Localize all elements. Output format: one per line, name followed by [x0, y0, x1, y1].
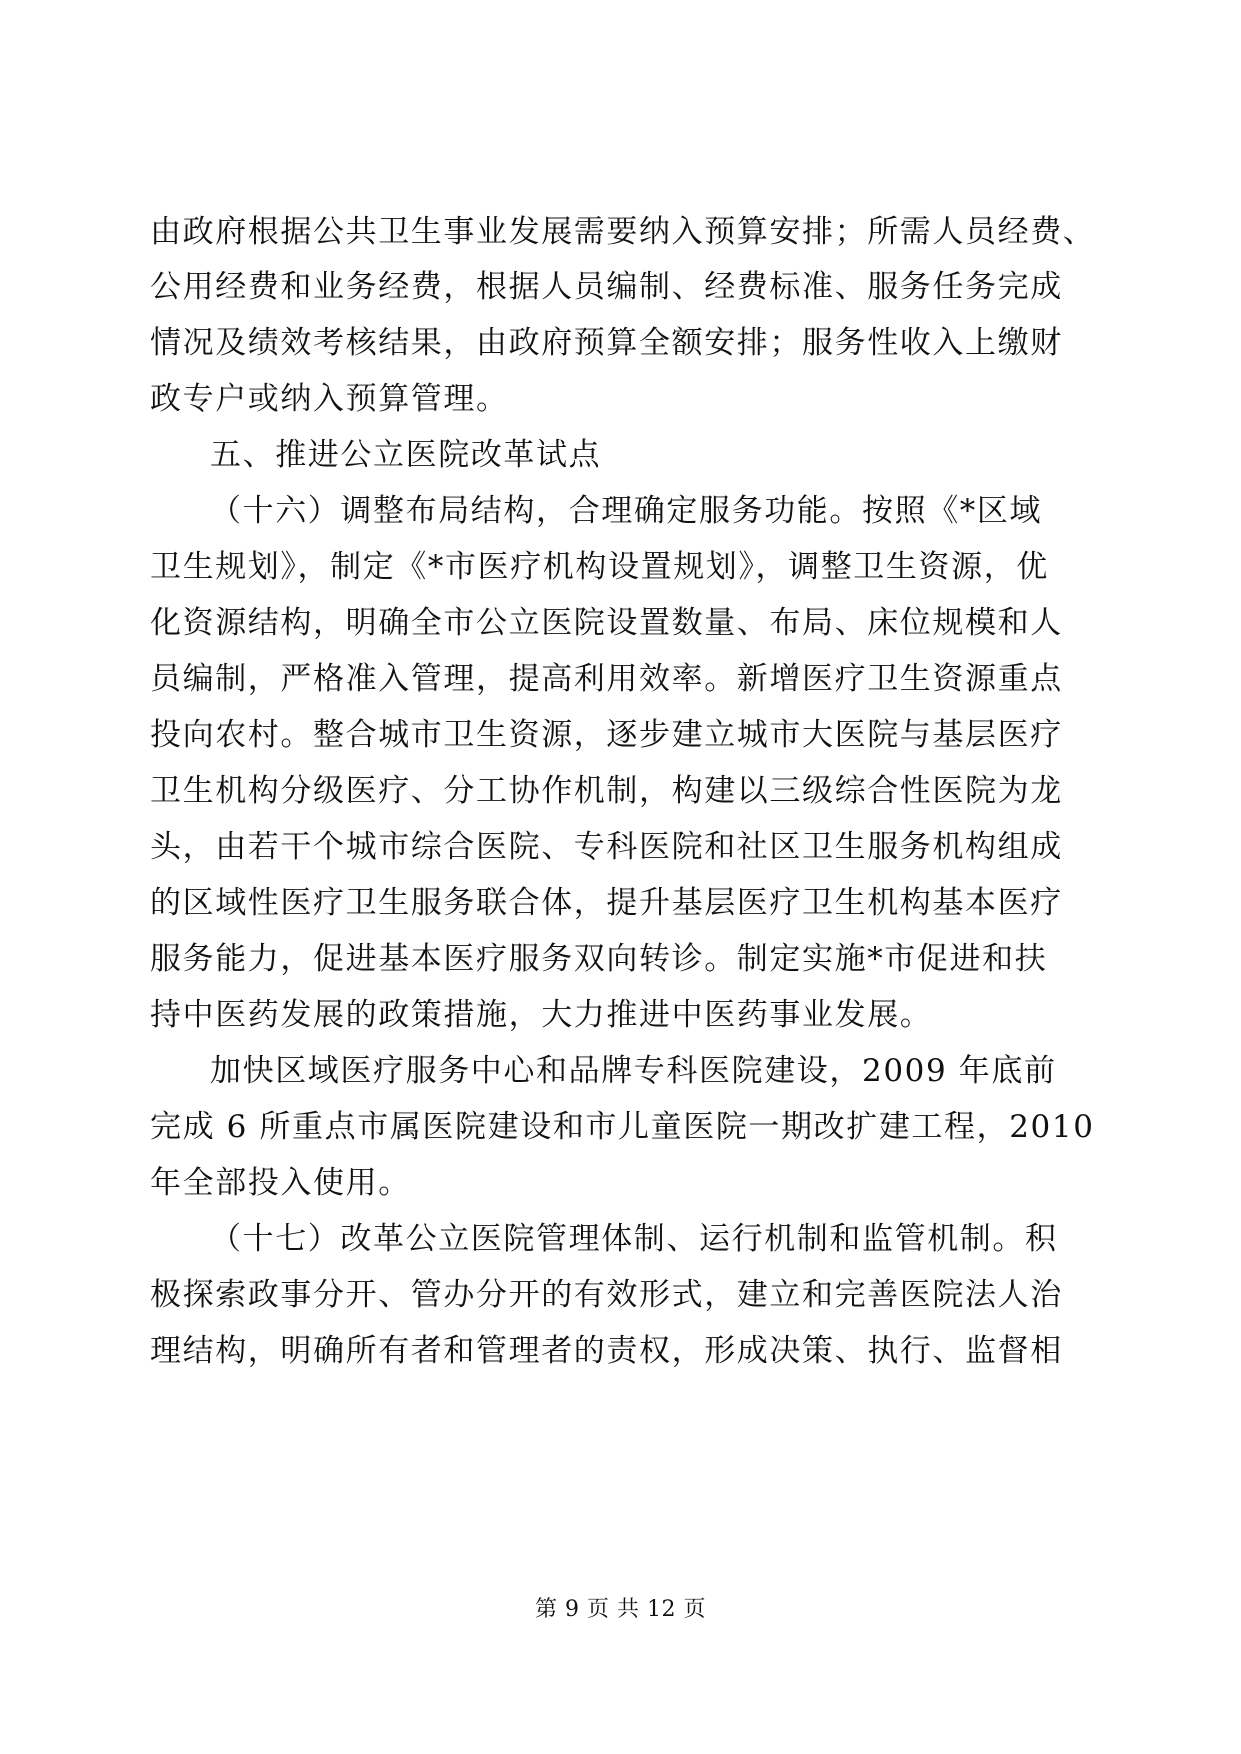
body-line: 年全部投入使用。 — [150, 1165, 411, 1201]
body-line: 服务能力，促进基本医疗服务双向转诊。制定实施*市促进和扶 — [150, 941, 1048, 977]
body-line: 理结构，明确所有者和管理者的责权，形成决策、执行、监督相 — [150, 1333, 1063, 1369]
body-line: 卫生机构分级医疗、分工协作机制，构建以三级综合性医院为龙 — [150, 773, 1063, 809]
body-line: 的区域性医疗卫生服务联合体，提升基层医疗卫生机构基本医疗 — [150, 885, 1063, 921]
body-line: （十七）改革公立医院管理体制、运行机制和监管机制。积 — [210, 1221, 1058, 1257]
body-line: 化资源结构，明确全市公立医院设置数量、布局、床位规模和人 — [150, 605, 1063, 641]
body-line: 加快区域医疗服务中心和品牌专科医院建设，2009 年底前 — [210, 1053, 1057, 1089]
body-line: 头，由若干个城市综合医院、专科医院和社区卫生服务机构组成 — [150, 829, 1063, 865]
body-line: 情况及绩效考核结果，由政府预算全额安排；服务性收入上缴财 — [150, 325, 1063, 361]
body-line: 卫生规划》，制定《*市医疗机构设置规划》，调整卫生资源，优 — [150, 549, 1049, 585]
body-line: 投向农村。整合城市卫生资源，逐步建立城市大医院与基层医疗 — [150, 717, 1063, 753]
page-footer: 第 9 页 共 12 页 — [535, 1597, 706, 1622]
body-line: 持中医药发展的政策措施，大力推进中医药事业发展。 — [150, 997, 933, 1033]
body-line: 由政府根据公共卫生事业发展需要纳入预算安排；所需人员经费、 — [150, 214, 1096, 250]
body-line: 公用经费和业务经费，根据人员编制、经费标准、服务任务完成 — [150, 269, 1063, 305]
body-line: 完成 6 所重点市属医院建设和市儿童医院一期改扩建工程，2010 — [150, 1109, 1095, 1145]
section-heading: 五、推进公立医院改革试点 — [210, 437, 602, 473]
body-line: 极探索政事分开、管办分开的有效形式，建立和完善医院法人治 — [150, 1277, 1063, 1313]
body-line: 政专户或纳入预算管理。 — [150, 381, 509, 417]
body-line: （十六）调整布局结构，合理确定服务功能。按照《*区域 — [210, 493, 1043, 529]
body-line: 员编制，严格准入管理，提高利用效率。新增医疗卫生资源重点 — [150, 661, 1063, 697]
